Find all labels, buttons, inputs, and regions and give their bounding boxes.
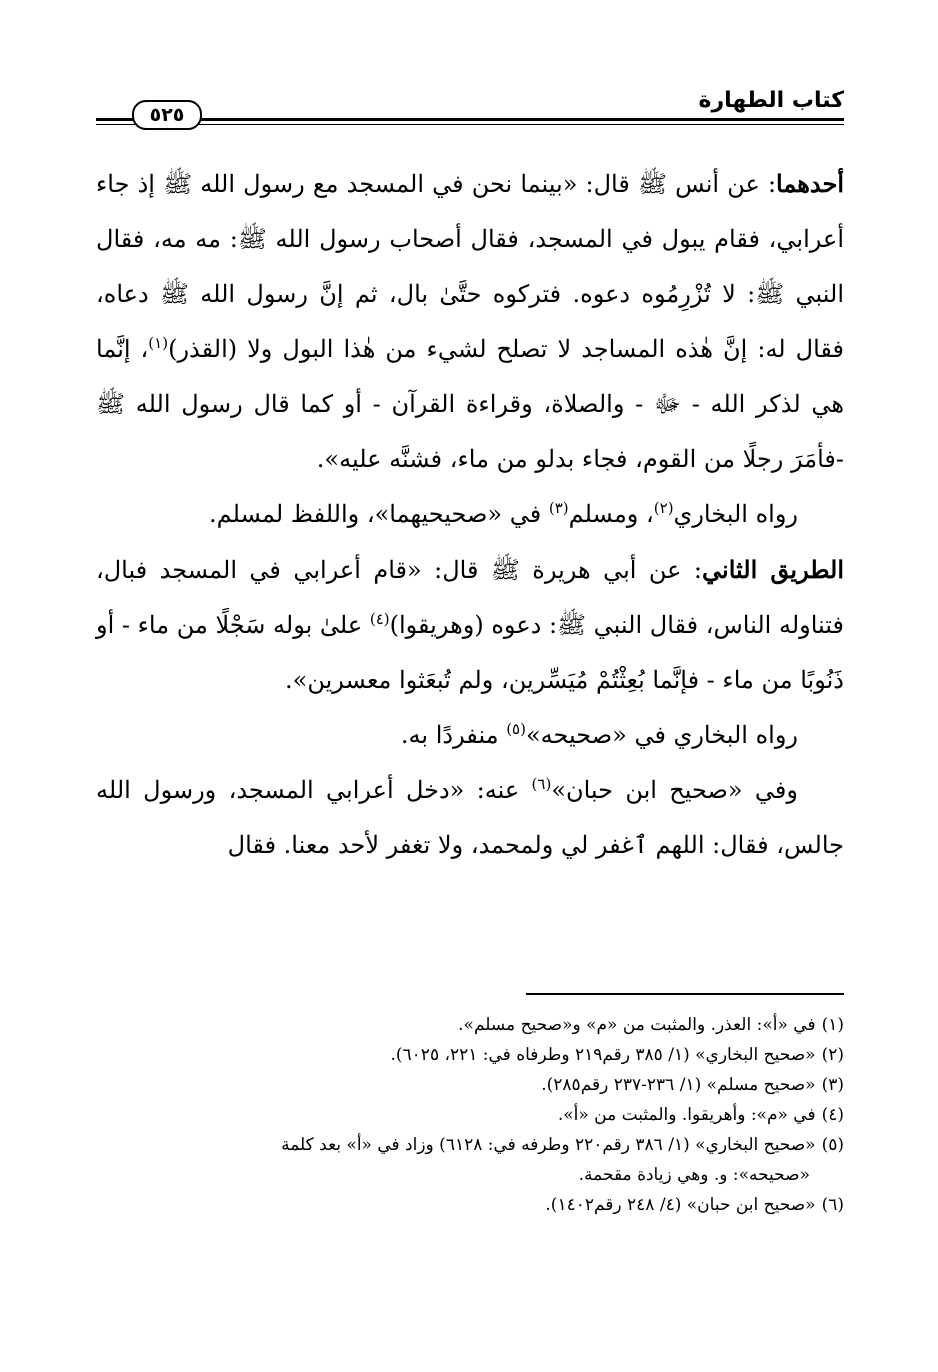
narration-text: ، ومسلم (568, 500, 654, 528)
header-rule-thick (96, 118, 844, 121)
second-route-text-cont: علىٰ بوله سَجْلًا من ماء - أو ذَنُوبًا من ماء - فإنَّما بُعِثْتُمْ مُيَسِّرين، ولم تُبعَثوا معسرين». (96, 611, 844, 694)
header-rule-thin (96, 124, 844, 125)
paragraph-first-route (96, 156, 844, 487)
footnote-number: (٦) (821, 1195, 844, 1215)
ibn-hibban-text: وفي «صحيح ابن حبان» (551, 776, 798, 804)
footnote-ref-2[interactable]: (٢) (653, 499, 674, 517)
page-header (96, 86, 844, 130)
second-route-heading: الطريق الثاني (702, 555, 844, 584)
page-number: ٥٢٥ (132, 100, 202, 130)
footnote-ref-1[interactable]: (١) (148, 334, 169, 352)
footnote-2 (96, 1040, 844, 1070)
second-route-text: : عن أبي هريرة ﷺ قال: «قام أعرابي في المسجد فبال، فتناوله الناس، فقال النبي ﷺ: دعوه (وهريقوا) (96, 556, 845, 639)
ibn-hibban-text-cont: عنه: «دخل أعرابي المسجد، ورسول الله جالس، فقال: اللهم ٱغفر لي ولمحمد، ولا تغفر لأحد معنا. فقال (96, 776, 844, 859)
first-route-text-cont: ، إنَّما هي لذكر الله - ﷻ - والصلاة، وقراءة القرآن - أو كما قال رسول الله ﷺ -فأمَرَ رجلًا من القوم، فجاء بدلو من ماء، فشنَّه عليه». (96, 335, 844, 473)
footnote-number: (٤) (821, 1105, 844, 1125)
footnote-text: في «أ»: العذر. والمثبت من «م» و«صحيح مسلم». (458, 1015, 816, 1035)
footnote-text: «صحيح ابن حبان» (٤/ ٢٤٨ رقم١٤٠٢). (545, 1195, 816, 1215)
footnote-text: «صحيحه»: و. وهي زيادة مقحمة. (578, 1165, 810, 1185)
chapter-title: كتاب الطهارة (698, 88, 844, 113)
first-route-heading: أحدهما (776, 169, 844, 198)
footnote-5-continuation (96, 1160, 844, 1190)
paragraph-narration-1 (96, 487, 844, 542)
paragraph-narration-2 (96, 708, 844, 763)
paragraph-ibn-hibban (96, 763, 844, 873)
footnote-6 (96, 1190, 844, 1220)
footnotes (96, 1010, 844, 1220)
footnote-text: «صحيح مسلم» (١/ ٢٣٦-٢٣٧ رقم٢٨٥). (541, 1075, 816, 1095)
footnote-text: «صحيح البخاري» (١/ ٣٨٦ رقم٢٢٠ وطرفه في: ٦١٢٨) وزاد في «أ» بعد كلمة (281, 1135, 816, 1155)
footnote-text: «صحيح البخاري» (١/ ٣٨٥ رقم٢١٩ وطرفاه في: ٢٢١، ٦٠٢٥). (390, 1045, 816, 1065)
footnote-number: (٥) (821, 1135, 844, 1155)
paragraph-second-route (96, 542, 844, 708)
footnote-5 (96, 1130, 844, 1160)
footnote-ref-5[interactable]: (٥) (506, 720, 526, 738)
footnote-number: (٣) (821, 1075, 844, 1095)
narration-text: رواه البخاري (673, 500, 798, 528)
footnote-number: (١) (821, 1015, 844, 1035)
main-text (96, 156, 844, 873)
footnote-3 (96, 1070, 844, 1100)
footnote-ref-4[interactable]: (٤) (369, 610, 390, 628)
footnote-ref-3[interactable]: (٣) (548, 499, 569, 517)
footnote-4 (96, 1100, 844, 1130)
narration-text: في «صحيحيهما»، واللفظ لمسلم. (209, 500, 549, 528)
first-route-text: : عن أنس ﷺ قال: «بينما نحن في المسجد مع رسول الله ﷺ إذ جاء أعرابي، فقام يبول في المسجد، فقال أصحاب رسول الله ﷺ: مه مه، فقال النبي ﷺ: لا تُزْرِمُوه دعوه. فتركوه حتَّىٰ بال، ثم إنَّ رسول الله ﷺ دعاه، فقال له: إنَّ هٰذه المساجد لا تصلح لشيء من هٰذا البول ولا (القذر) (96, 170, 844, 363)
footnote-ref-6[interactable]: (٦) (531, 775, 552, 793)
narration-text: منفردًا به. (400, 721, 507, 749)
footnote-1 (96, 1010, 844, 1040)
narration-text: رواه البخاري في «صحيحه» (525, 721, 798, 749)
footnote-number: (٢) (821, 1045, 844, 1065)
footnote-separator (526, 993, 844, 995)
footnote-text: في «م»: وأهريقوا. والمثبت من «أ». (557, 1105, 816, 1125)
